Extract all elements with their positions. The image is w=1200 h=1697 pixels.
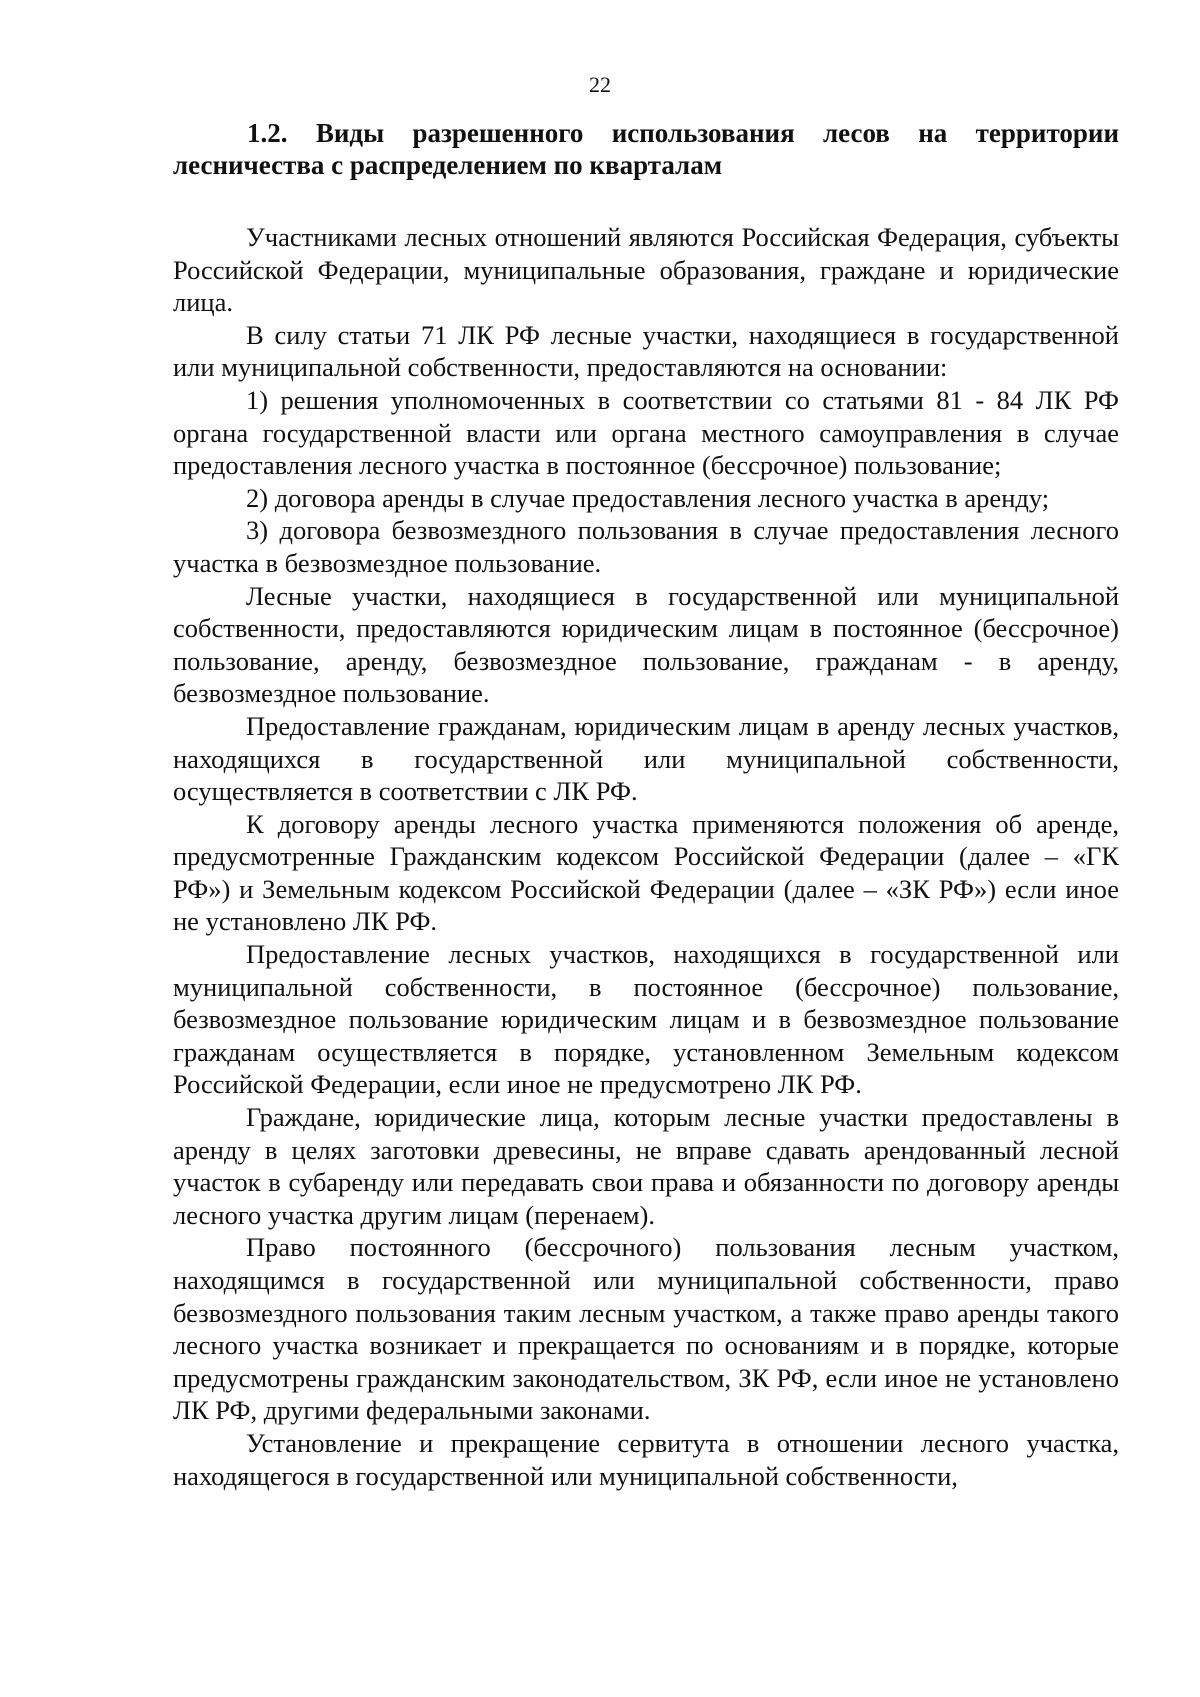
page-number: 22 — [589, 72, 611, 97]
paragraph-participants: Участниками лесных отношений являются Российская Федерация, субъекты Российской Федерации, муниципальные образования, граждане и юридические лица. — [173, 222, 1119, 318]
paragraph-lease-provision: Предоставление гражданам, юридическим лицам в аренду лесных участков, находящихся в государственной или муниципальной собственности, осуществляется в соответствии с ЛК РФ. — [173, 710, 1119, 807]
paragraph-forest-plots: Лесные участки, находящиеся в государственной или муниципальной собственности, предоставляются юридическим лицам в постоянное (бессрочное) пользование, аренду, безвозмездное пользование, гражданам - в аренду, безвозмездное пользование. — [173, 580, 1119, 709]
list-item-2: 2) договора аренды в случае предоставления лесного участка в аренду; — [246, 482, 1050, 513]
paragraph-permanent-use: Предоставление лесных участков, находящихся в государственной или муниципальной собственности, в постоянное (бессрочное) пользование, безвозмездное пользование юридическим лицам и в безвозмездное пользование гражданам осуществляется в порядке, установленном Земельным кодексом Российской Федерации, если иное не предусмотрено ЛК РФ. — [173, 939, 1119, 1100]
body-text — [173, 221, 1119, 1492]
paragraph-article-71: В силу статьи 71 ЛК РФ лесные участки, находящиеся в государственной или муниципальной собственности, предоставляются на основании: — [173, 319, 1119, 383]
paragraph-lease-contract: К договору аренды лесного участка применяются положения об аренде, предусмотренные Гражданским кодексом Российской Федерации (далее – «ГК РФ») и Земельным кодексом Российской Федерации (далее – «ЗК РФ») если иное не установлено ЛК РФ. — [173, 808, 1119, 937]
document-content — [173, 117, 1119, 1492]
list-item-3: 3) договора безвозмездного пользования в случае предоставления лесного участка в безвозмездное пользование. — [173, 515, 1119, 578]
paragraph-sublease: Граждане, юридические лица, которым лесные участки предоставлены в аренду в целях заготовки древесины, не вправе сдавать арендованный лесной участок в субаренду или передавать свои права и обязанности по договору аренды лесного участка другим лицам (перенаем). — [173, 1102, 1119, 1230]
list-item-1: 1) решения уполномоченных в соответствии со статьями 81 - 84 ЛК РФ органа государственной власти или органа местного самоуправления в случае предоставления лесного участка в постоянное (бессрочное) пользование; — [173, 384, 1119, 481]
paragraph-rights: Право постоянного (бессрочного) пользования лесным участком, находящимся в государственной или муниципальной собственности, право безвозмездного пользования таким лесным участком, а также право аренды такого лесного участка возникает и прекращается по основаниям и в порядке, которые предусмотрены гражданским законодательством, ЗК РФ, если иное не установлено ЛК РФ, другими федеральными законами. — [173, 1232, 1119, 1426]
paragraph-servitude: Установление и прекращение сервитута в отношении лесного участка, находящегося в государственной или муниципальной собственности, — [173, 1427, 1119, 1491]
section-heading: 1.2. Виды разрешенного использования лесов на территории лесничества с распределением по кварталам — [173, 118, 1119, 180]
